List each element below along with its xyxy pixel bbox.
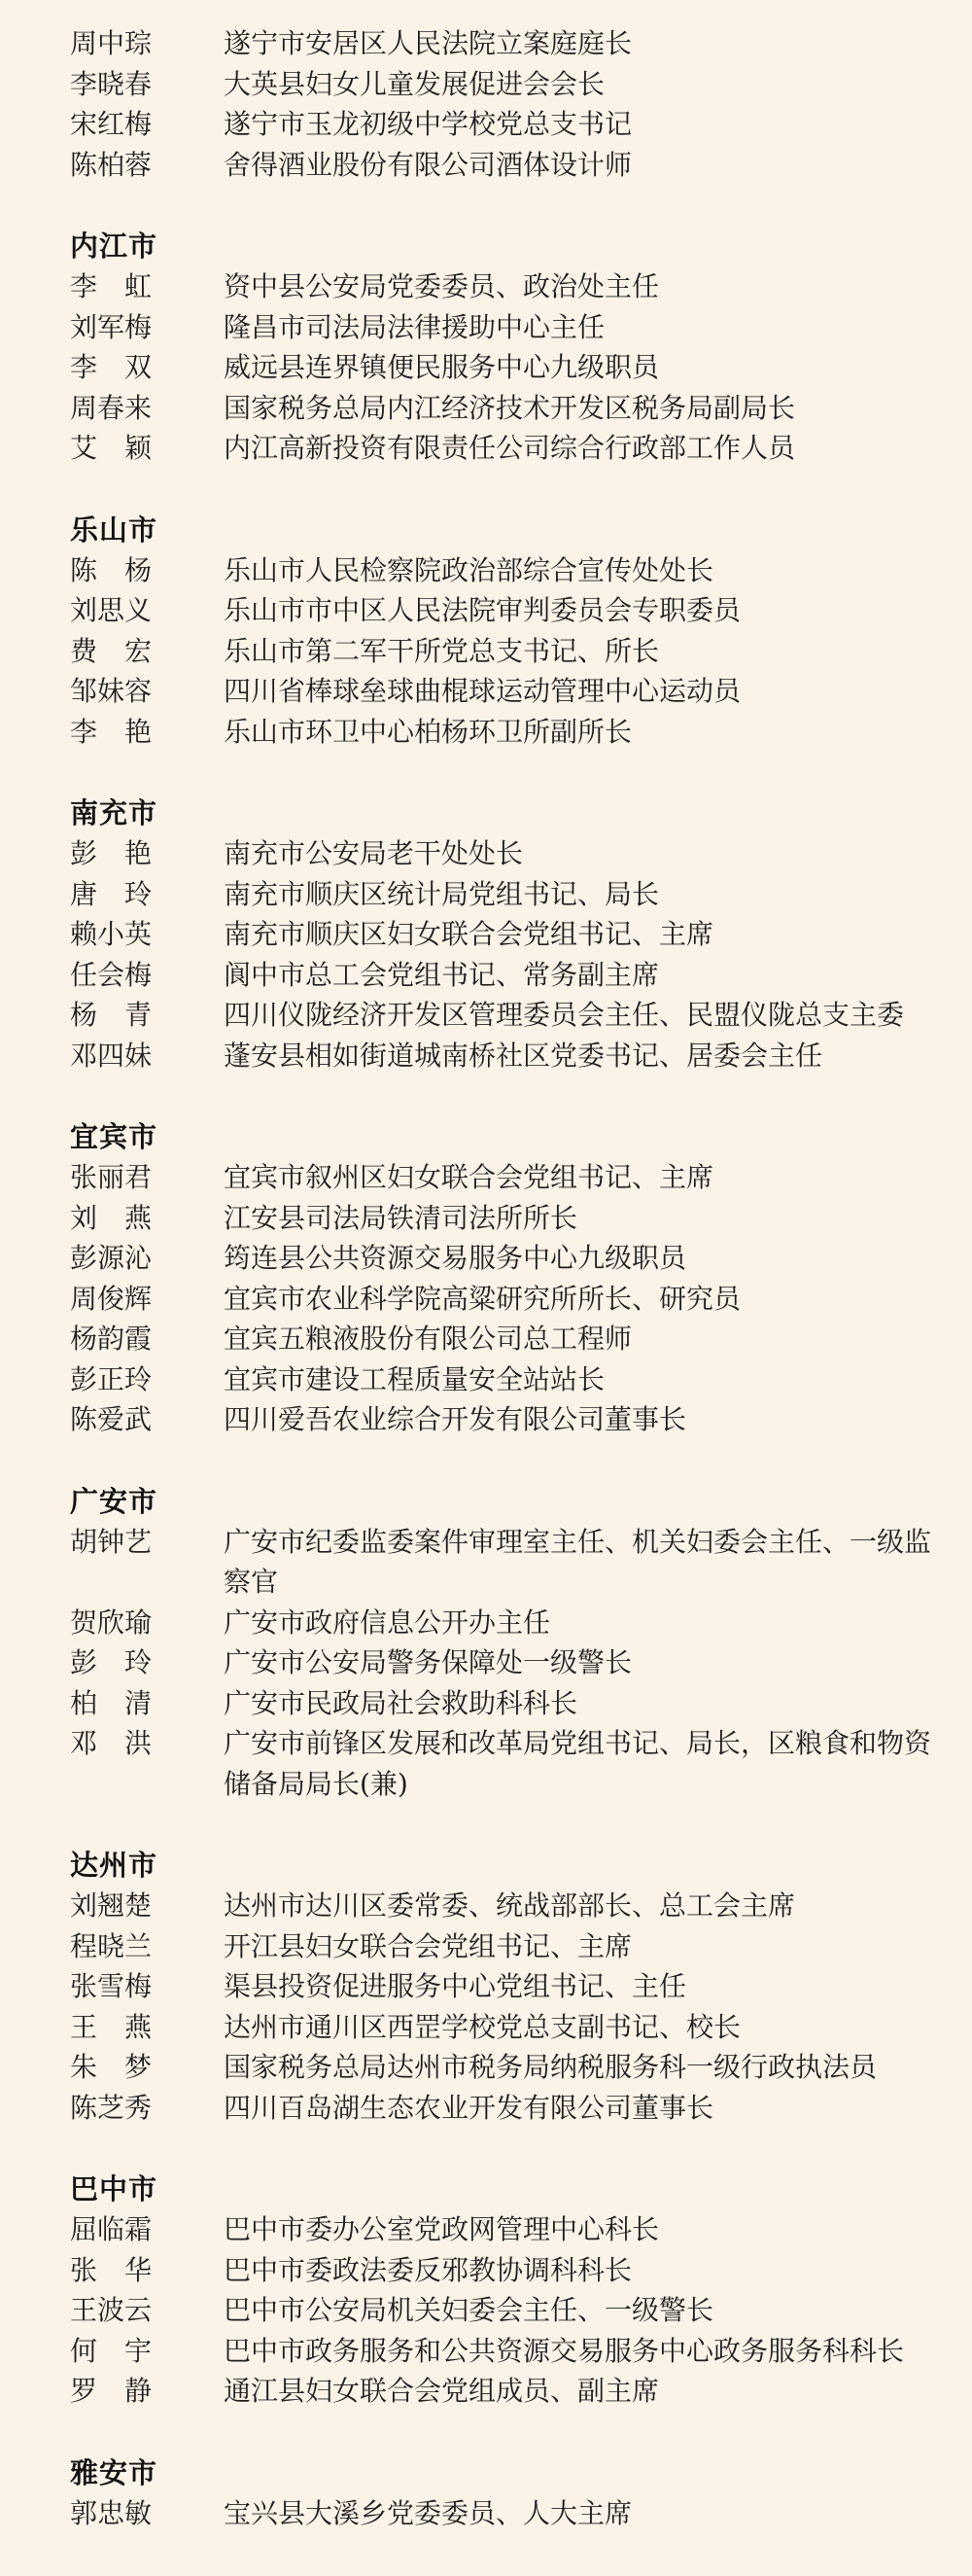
person-title: 南充市顺庆区统计局党组书记、局长 bbox=[224, 877, 660, 910]
person-title: 广安市纪委监委案件审理室主任、机关妇委会主任、一级监察官 bbox=[224, 1525, 932, 1598]
person-row bbox=[70, 1319, 941, 1359]
person-title: 宜宾市建设工程质量安全站站长 bbox=[224, 1362, 606, 1395]
city-heading: 内江市 bbox=[70, 229, 158, 263]
person-title: 阆中市总工会党组书记、常务副主席 bbox=[224, 958, 660, 991]
person-row bbox=[70, 104, 941, 145]
person-title: 广安市前锋区发展和改革局党组书记、局长，区粮食和物资储备局局长(兼) bbox=[224, 1727, 932, 1800]
person-name: 贺欣瑜 bbox=[70, 1606, 153, 1639]
person-row bbox=[70, 2088, 941, 2129]
person-row bbox=[70, 1603, 941, 1643]
person-name: 邓洪 bbox=[70, 1727, 180, 1759]
person-row bbox=[70, 307, 941, 348]
person-row bbox=[70, 1926, 941, 1967]
city-section bbox=[70, 1845, 941, 2128]
person-row bbox=[70, 1966, 941, 2007]
person-name: 周中琮 bbox=[70, 27, 153, 59]
person-name: 柏清 bbox=[70, 1686, 180, 1719]
person-title: 广安市民政局社会救助科科长 bbox=[224, 1686, 578, 1719]
person-name: 张华 bbox=[70, 2253, 180, 2286]
person-row bbox=[70, 1359, 941, 1400]
person-row bbox=[70, 1683, 941, 1724]
person-title: 遂宁市玉龙初级中学校党总支书记 bbox=[224, 108, 633, 140]
person-row bbox=[70, 1399, 941, 1440]
city-heading: 乐山市 bbox=[70, 512, 158, 547]
person-row bbox=[70, 671, 941, 712]
city-heading: 雅安市 bbox=[70, 2455, 158, 2489]
person-title: 筠连县公共资源交易服务中心九级职员 bbox=[224, 1242, 687, 1274]
person-name: 李晓春 bbox=[70, 67, 153, 100]
person-row bbox=[70, 2371, 941, 2412]
person-title: 四川百岛湖生态农业开发有限公司董事长 bbox=[224, 2091, 714, 2124]
person-name: 邹妹容 bbox=[70, 675, 153, 707]
person-name: 彭艳 bbox=[70, 837, 180, 869]
person-title: 巴中市委政法委反邪教协调科科长 bbox=[224, 2253, 633, 2286]
person-name: 任会梅 bbox=[70, 958, 153, 991]
person-title: 巴中市委办公室党政网管理中心科长 bbox=[224, 2213, 660, 2245]
person-name: 陈爱武 bbox=[70, 1403, 153, 1435]
person-name: 费宏 bbox=[70, 634, 180, 667]
person-name: 陈柏蓉 bbox=[70, 148, 153, 181]
person-row bbox=[70, 1886, 941, 1926]
person-row bbox=[70, 2047, 941, 2088]
person-row bbox=[70, 1198, 941, 1239]
person-title: 舍得酒业股份有限公司酒体设计师 bbox=[224, 148, 633, 181]
person-name: 张丽君 bbox=[70, 1161, 153, 1193]
person-title: 宝兴县大溪乡党委委员、人大主席 bbox=[224, 2496, 633, 2529]
person-row bbox=[70, 266, 941, 307]
person-row bbox=[70, 1036, 941, 1076]
person-name: 李虹 bbox=[70, 270, 180, 302]
person-row bbox=[70, 914, 941, 955]
person-name: 胡钟艺 bbox=[70, 1525, 153, 1558]
person-title: 巴中市公安局机关妇委会主任、一级警长 bbox=[224, 2294, 714, 2326]
person-name: 张雪梅 bbox=[70, 1970, 153, 2002]
person-row bbox=[70, 2290, 941, 2331]
person-name: 赖小英 bbox=[70, 918, 153, 950]
person-row bbox=[70, 833, 941, 874]
person-title: 通江县妇女联合会党组成员、副主席 bbox=[224, 2375, 660, 2407]
person-title: 遂宁市安居区人民法院立案庭庭长 bbox=[224, 27, 633, 59]
person-name: 屈临霜 bbox=[70, 2213, 153, 2245]
person-title: 乐山市市中区人民法院审判委员会专职委员 bbox=[224, 594, 742, 626]
person-title: 江安县司法局铁清司法所所长 bbox=[224, 1201, 578, 1234]
person-name: 刘翘楚 bbox=[70, 1889, 153, 1922]
person-name: 朱梦 bbox=[70, 2051, 180, 2083]
person-title: 资中县公安局党委委员、政治处主任 bbox=[224, 270, 660, 302]
person-name: 彭玲 bbox=[70, 1646, 180, 1678]
person-row bbox=[70, 955, 941, 996]
person-row bbox=[70, 2209, 941, 2250]
person-name: 李双 bbox=[70, 351, 180, 383]
person-row bbox=[70, 2493, 941, 2534]
person-row bbox=[70, 1642, 941, 1683]
person-title: 国家税务总局达州市税务局纳税服务科一级行政执法员 bbox=[224, 2051, 878, 2083]
city-heading: 南充市 bbox=[70, 796, 158, 829]
person-row bbox=[70, 995, 941, 1036]
person-row bbox=[70, 2250, 941, 2291]
person-title: 广安市政府信息公开办主任 bbox=[224, 1606, 551, 1639]
person-title: 达州市达川区委常委、统战部部长、总工会主席 bbox=[224, 1889, 796, 1922]
person-name: 刘思义 bbox=[70, 594, 153, 626]
person-name: 刘军梅 bbox=[70, 310, 153, 343]
person-row bbox=[70, 631, 941, 672]
person-title: 四川仪陇经济开发区管理委员会主任、民盟仪陇总支主委 bbox=[224, 999, 905, 1031]
person-title: 宜宾市叙州区妇女联合会党组书记、主席 bbox=[224, 1161, 714, 1193]
person-name: 陈芝秀 bbox=[70, 2091, 153, 2124]
person-row bbox=[70, 23, 941, 64]
person-title: 渠县投资促进服务中心党组书记、主任 bbox=[224, 1970, 687, 2002]
person-row bbox=[70, 388, 941, 429]
city-section bbox=[70, 1481, 941, 1805]
person-name: 李艳 bbox=[70, 715, 180, 748]
person-row bbox=[70, 1279, 941, 1320]
person-row bbox=[70, 1723, 941, 1804]
person-title: 国家税务总局内江经济技术开发区税务局副局长 bbox=[224, 391, 796, 424]
person-title: 宜宾五粮液股份有限公司总工程师 bbox=[224, 1323, 633, 1355]
person-name: 何宇 bbox=[70, 2334, 180, 2367]
city-section bbox=[70, 2452, 941, 2534]
person-title: 南充市公安局老干处处长 bbox=[224, 837, 524, 869]
person-name: 罗静 bbox=[70, 2375, 180, 2407]
city-heading: 广安市 bbox=[70, 1484, 158, 1518]
person-name: 杨韵霞 bbox=[70, 1323, 153, 1355]
person-name: 周俊辉 bbox=[70, 1282, 153, 1315]
person-name: 郭忠敏 bbox=[70, 2496, 153, 2529]
city-section bbox=[70, 1116, 941, 1440]
city-section bbox=[70, 226, 941, 469]
city-heading: 达州市 bbox=[70, 1849, 158, 1882]
person-name: 陈杨 bbox=[70, 553, 180, 586]
person-title: 威远县连界镇便民服务中心九级职员 bbox=[224, 351, 660, 383]
person-title: 蓬安县相如街道城南桥社区党委书记、居委会主任 bbox=[224, 1039, 823, 1072]
person-name: 邓四妹 bbox=[70, 1039, 153, 1072]
city-heading: 宜宾市 bbox=[70, 1120, 158, 1153]
person-name: 唐玲 bbox=[70, 877, 180, 910]
person-title: 巴中市政务服务和公共资源交易服务中心政务服务科科长 bbox=[224, 2334, 905, 2367]
person-title: 广安市公安局警务保障处一级警长 bbox=[224, 1646, 633, 1678]
person-row bbox=[70, 1238, 941, 1279]
person-row bbox=[70, 347, 941, 388]
person-title: 四川爱吾农业综合开发有限公司董事长 bbox=[224, 1403, 687, 1435]
person-name: 彭正玲 bbox=[70, 1362, 153, 1395]
person-title: 内江高新投资有限责任公司综合行政部工作人员 bbox=[224, 432, 796, 464]
person-name: 周春来 bbox=[70, 391, 153, 424]
person-name: 王燕 bbox=[70, 2010, 180, 2043]
person-name: 艾颖 bbox=[70, 432, 180, 464]
person-row bbox=[70, 64, 941, 105]
person-name: 杨青 bbox=[70, 999, 180, 1031]
person-title: 隆昌市司法局法律援助中心主任 bbox=[224, 310, 606, 343]
person-title: 开江县妇女联合会党组书记、主席 bbox=[224, 1929, 633, 1962]
person-row bbox=[70, 2331, 941, 2372]
city-section bbox=[70, 23, 941, 185]
city-heading: 巴中市 bbox=[70, 2172, 158, 2205]
city-section bbox=[70, 510, 941, 753]
city-section bbox=[70, 2169, 941, 2412]
person-title: 乐山市人民检察院政治部综合宣传处处长 bbox=[224, 553, 714, 586]
person-row bbox=[70, 2007, 941, 2048]
person-title: 南充市顺庆区妇女联合会党组书记、主席 bbox=[224, 918, 714, 950]
person-title: 乐山市第二军干所党总支书记、所长 bbox=[224, 634, 660, 667]
person-row bbox=[70, 1157, 941, 1198]
city-section bbox=[70, 793, 941, 1076]
person-name: 刘燕 bbox=[70, 1201, 180, 1234]
person-row bbox=[70, 1522, 941, 1603]
person-name: 王波云 bbox=[70, 2294, 153, 2326]
person-title: 达州市通川区西罡学校党总支副书记、校长 bbox=[224, 2010, 742, 2043]
person-row bbox=[70, 590, 941, 631]
person-row bbox=[70, 874, 941, 915]
person-name: 程晓兰 bbox=[70, 1929, 153, 1962]
person-title: 四川省棒球垒球曲棍球运动管理中心运动员 bbox=[224, 675, 742, 707]
person-title: 大英县妇女儿童发展促进会会长 bbox=[224, 67, 606, 100]
person-name: 宋红梅 bbox=[70, 108, 153, 140]
person-row bbox=[70, 428, 941, 469]
person-title: 宜宾市农业科学院高粱研究所所长、研究员 bbox=[224, 1282, 742, 1315]
person-row bbox=[70, 145, 941, 186]
person-name: 彭源沁 bbox=[70, 1242, 153, 1274]
person-title: 乐山市环卫中心柏杨环卫所副所长 bbox=[224, 715, 633, 748]
person-row bbox=[70, 550, 941, 591]
person-row bbox=[70, 712, 941, 753]
